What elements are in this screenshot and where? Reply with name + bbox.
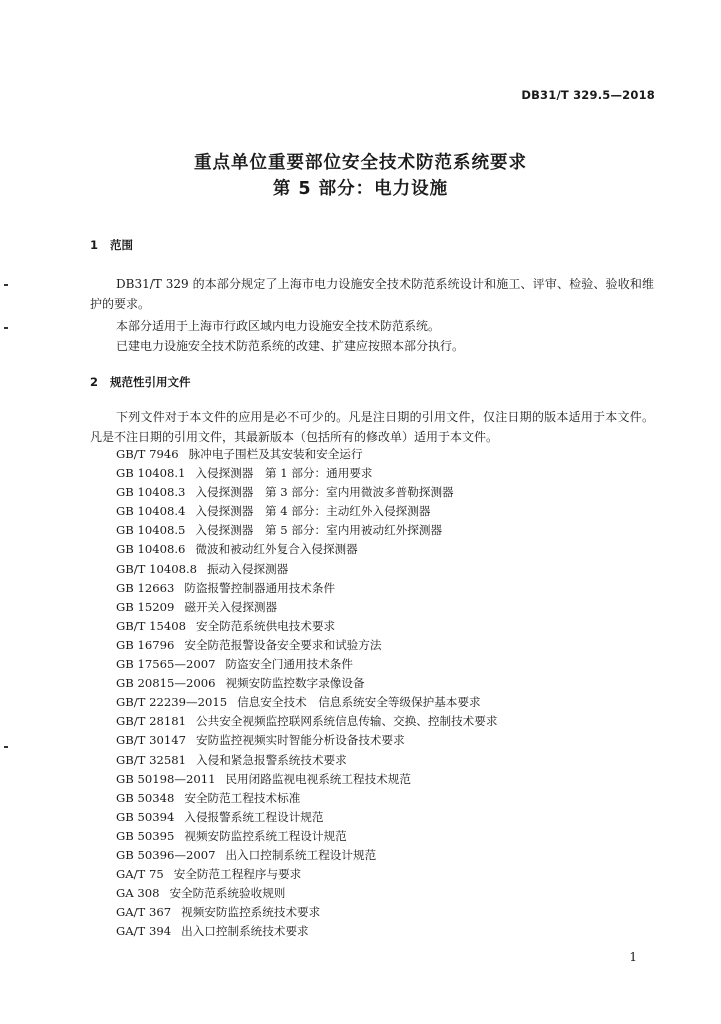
reference-item <box>116 560 497 579</box>
reference-item <box>116 712 497 731</box>
reference-item <box>116 617 497 636</box>
reference-title: 安防监控视频实时智能分析设备技术要求 <box>196 733 405 748</box>
reference-title: 安全防范系统验收规则 <box>169 886 286 901</box>
references-intro: 下列文件对于本文件的应用是必不可少的。凡是注日期的引用文件，仅注日期的版本适用于本文件。凡是不注日期的引用文件，其最新版本（包括所有的修改单）适用于本文件。 <box>90 410 654 444</box>
reference-title: 入侵探测器 第 1 部分：通用要求 <box>195 466 373 481</box>
reference-code: GB 20815—2006 <box>116 676 216 691</box>
reference-item <box>116 827 497 846</box>
reference-item <box>116 598 497 617</box>
reference-item <box>116 674 497 693</box>
section-heading-normative-references <box>90 374 191 390</box>
reference-code: GB 50198—2011 <box>116 771 216 786</box>
reference-title: 出入口控制系统技术要求 <box>181 924 309 939</box>
reference-title: 安全防范工程程序与要求 <box>173 867 302 882</box>
reference-item <box>116 502 497 521</box>
reference-code: GB 15209 <box>116 599 175 614</box>
reference-title: 视频安防监控数字录像设备 <box>225 676 365 691</box>
reference-title: 入侵报警系统工程设计规范 <box>184 809 324 824</box>
reference-title: 公共安全视频监控联网系统信息传输、交换、控制技术要求 <box>196 714 498 729</box>
reference-code: GB 10408.4 <box>116 504 186 519</box>
reference-code: GA/T 75 <box>116 867 164 882</box>
reference-item <box>116 445 497 464</box>
reference-title: 磁开关入侵探测器 <box>184 599 278 614</box>
reference-code: GB/T 30147 <box>116 733 186 748</box>
reference-code: GB 17565—2007 <box>116 657 216 672</box>
reference-item <box>116 903 497 922</box>
reference-code: GB/T 32581 <box>116 752 186 767</box>
reference-title: 防盗安全门通用技术条件 <box>225 657 353 672</box>
reference-code: GA 308 <box>116 886 160 901</box>
reference-title: 安全防范系统供电技术要求 <box>196 618 336 633</box>
section-number: 2 <box>90 375 99 389</box>
reference-title: 振动入侵探测器 <box>207 561 289 576</box>
reference-item <box>116 540 497 559</box>
reference-code: GB 10408.5 <box>116 523 186 538</box>
reference-title: 视频安防监控系统技术要求 <box>181 905 321 920</box>
reference-title: 信息安全技术 信息系统安全等级保护基本要求 <box>237 695 481 710</box>
reference-item <box>116 636 497 655</box>
reference-code: GB 50348 <box>116 790 175 805</box>
reference-title: 入侵探测器 第 4 部分：主动红外入侵探测器 <box>195 504 431 519</box>
reference-code: GA/T 367 <box>116 905 172 920</box>
reference-title: 脉冲电子围栏及其安装和安全运行 <box>188 447 363 461</box>
reference-title: 入侵和紧急报警系统技术要求 <box>196 752 347 767</box>
reference-title: 安全防范报警设备安全要求和试验方法 <box>184 637 382 652</box>
reference-title: 民用闭路监视电视系统工程技术规范 <box>225 771 411 786</box>
scope-existing-systems: 已建电力设施安全技术防范系统的改建、扩建应按照本部分执行。 <box>116 339 465 353</box>
section-number: 1 <box>90 238 99 252</box>
standard-number: DB31/T 329.5—2018 <box>521 88 655 102</box>
reference-title: 安全防范工程技术标准 <box>184 790 301 805</box>
reference-item <box>116 731 497 750</box>
reference-item <box>116 655 497 674</box>
reference-item <box>116 579 497 598</box>
scan-mark <box>4 327 8 329</box>
reference-code: GB/T 28181 <box>116 714 186 729</box>
section-label: 规范性引用文件 <box>110 375 191 389</box>
section-label: 范围 <box>110 238 133 252</box>
reference-code: GB 50394 <box>116 809 175 824</box>
reference-item <box>116 483 497 502</box>
scan-mark <box>4 746 8 748</box>
reference-code: GB 12663 <box>116 580 175 595</box>
reference-code: GB/T 10408.8 <box>116 561 198 576</box>
reference-item <box>116 922 497 941</box>
section-heading-scope <box>90 237 133 253</box>
reference-code: GB/T 22239—2015 <box>116 695 228 710</box>
reference-code: GB 10408.1 <box>116 466 186 481</box>
reference-item <box>116 808 497 827</box>
reference-title: 出入口控制系统工程设计规范 <box>225 847 377 862</box>
reference-item <box>116 751 497 770</box>
reference-code: GA/T 394 <box>116 924 172 939</box>
reference-title: 防盗报警控制器通用技术条件 <box>184 580 336 595</box>
reference-list <box>116 445 497 941</box>
reference-code: GB/T 15408 <box>116 618 186 633</box>
document-subtitle: 第 5 部分：电力设施 <box>272 179 449 199</box>
reference-title: 入侵探测器 第 5 部分：室内用被动红外探测器 <box>195 523 443 538</box>
reference-item <box>116 789 497 808</box>
scan-mark <box>4 284 8 286</box>
reference-item <box>116 846 497 865</box>
reference-item <box>116 693 497 712</box>
reference-code: GB 10408.6 <box>116 542 186 557</box>
reference-code: GB 50396—2007 <box>116 847 216 862</box>
document-title: 重点单位重要部位安全技术防范系统要求 <box>194 153 527 173</box>
page-number: 1 <box>629 950 637 964</box>
reference-item <box>116 884 497 903</box>
reference-title: 微波和被动红外复合入侵探测器 <box>195 542 358 557</box>
reference-item <box>116 464 497 483</box>
reference-item <box>116 770 497 789</box>
scope-applicability: 本部分适用于上海市行政区域内电力设施安全技术防范系统。 <box>116 319 441 333</box>
reference-code: GB 16796 <box>116 637 175 652</box>
reference-code: GB 10408.3 <box>116 485 186 500</box>
reference-code: GB 50395 <box>116 828 175 843</box>
scope-paragraph: DB31/T 329 的本部分规定了上海市电力设施安全技术防范系统设计和施工、评审、检验、验收和维护的要求。 <box>90 277 654 311</box>
reference-title: 视频安防监控系统工程设计规范 <box>184 828 347 843</box>
reference-item <box>116 865 497 884</box>
reference-code: GB/T 7946 <box>116 447 179 461</box>
reference-item <box>116 521 497 540</box>
reference-title: 入侵探测器 第 3 部分：室内用微波多普勒探测器 <box>195 485 454 500</box>
